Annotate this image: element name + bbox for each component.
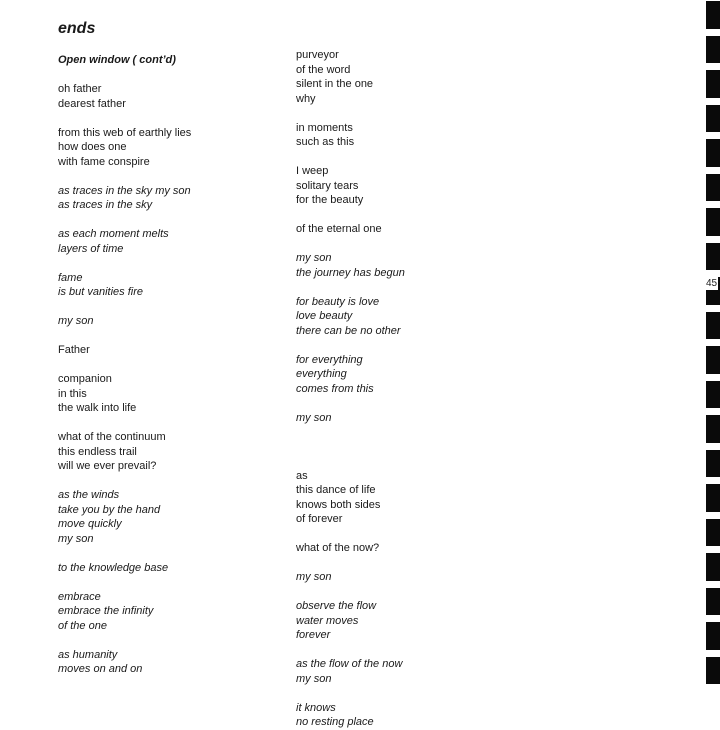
stanza-break [296,440,526,455]
stanza-break [296,106,526,121]
edge-tab [706,415,720,443]
poem-line: what of the continuum [58,431,166,443]
poem-column-left [58,53,288,677]
poem-line: why [296,92,316,105]
stanza-break [296,425,526,440]
stanza-break [58,474,288,489]
poem-line: take you by the hand [58,503,161,516]
edge-tab [706,553,720,581]
poem-line: move quickly [58,518,122,530]
edge-tab [706,588,720,616]
poem-line: I weep [296,165,329,177]
stanza-break [58,300,288,315]
poem-line: the journey has begun [296,266,405,279]
poem-line: embrace [58,590,101,603]
poem-line: moves on and on [58,663,143,675]
edge-tab [706,139,720,167]
stanza-break [296,643,526,658]
poem-line: as humanity [58,648,118,661]
poem-line: my son [296,571,332,583]
page-title: ends [58,20,96,37]
poem-line: will we ever prevail? [58,460,157,472]
edge-tab [706,174,720,202]
poem-line: no resting place [296,716,374,728]
poem-line: forever [296,629,331,641]
stanza-break [58,111,288,126]
poem-line: Father [58,344,90,356]
poem-line: as traces in the sky my son [58,184,191,197]
edge-tab [706,208,720,236]
poem-line: love beauty [296,310,353,322]
poem-line: my son [58,532,94,545]
stanza-break [296,454,526,469]
poem-line: silent in the one [296,78,374,90]
poem-line: how does one [58,141,127,153]
edge-tab [706,450,720,478]
stanza-break [58,169,288,184]
stanza-break [296,338,526,353]
poem-line: as [296,469,308,482]
poem-line: of forever [296,513,343,525]
section-heading: Open window ( cont’d) [58,54,176,66]
poem-line: with fame conspire [58,155,150,168]
poem-line: my son [296,252,332,264]
edge-tab [706,519,720,547]
poem-line: there can be no other [296,324,401,337]
poem-line: knows both sides [296,498,381,511]
poem-line: in moments [296,121,353,134]
poem-line: as traces in the sky [58,199,153,211]
poem-line: of the word [296,63,351,76]
poem-line: is but vanities fire [58,286,143,298]
edge-tab [706,622,720,650]
poem-line: this endless trail [58,445,137,458]
poem-line: to the knowledge base [58,561,169,574]
edge-tab [706,346,720,374]
stanza-break [296,280,526,295]
poem-line: water moves [296,614,359,627]
stanza-break [58,256,288,271]
poem-line: of the eternal one [296,223,382,235]
poem-line: in this [58,387,87,400]
poem-line: for everything [296,353,363,366]
stanza-break [58,416,288,431]
stanza-break [58,358,288,373]
poem-line: companion [58,373,112,385]
poem-line: observe the flow [296,600,377,612]
poem-line: for beauty is love [296,295,380,308]
edge-tab [706,105,720,133]
stanza-break [58,546,288,561]
poem-line: embrace the infinity [58,605,154,617]
poem-line: the walk into life [58,402,137,414]
stanza-break [58,633,288,648]
poem-line: my son [296,411,332,424]
stanza-break [58,68,288,83]
edge-tab [706,381,720,409]
stanza-break [58,213,288,228]
poem-line: layers of time [58,242,124,255]
poem-line: my son [58,315,94,327]
poem-line: it knows [296,701,336,714]
edge-tab [706,243,720,271]
page-edge-tabs [706,0,720,720]
poem-line: of the one [58,619,107,632]
edge-tab [706,312,720,340]
edge-tab [706,70,720,98]
poem-line: fame [58,271,83,284]
edge-tab [706,36,720,64]
stanza-break [296,686,526,701]
poem-line: this dance of life [296,484,376,496]
stanza-break [296,527,526,542]
poem-line: comes from this [296,382,374,395]
stanza-break [296,556,526,571]
poem-line: my son [296,672,332,685]
poem-line: what of the now? [296,542,380,554]
edge-tab [706,484,720,512]
poem-line: as the winds [58,489,120,501]
poem-line: oh father [58,83,102,95]
stanza-break [58,329,288,344]
stanza-break [296,237,526,252]
poem-line: solitary tears [296,179,359,192]
poem-line: dearest father [58,97,126,110]
stanza-break [296,150,526,165]
poem-line: for the beauty [296,194,364,206]
poem-line: everything [296,368,347,380]
poem-line: purveyor [296,49,339,61]
stanza-break [296,585,526,600]
page-number: 45 [706,278,718,289]
stanza-break [296,396,526,411]
stanza-break [296,208,526,223]
poem-line: such as this [296,136,355,148]
poem-column-right [296,48,526,730]
stanza-break [58,575,288,590]
poem-line: from this web of earthly lies [58,126,192,139]
poem-line: as each moment melts [58,228,169,240]
poem-line: as the flow of the now [296,658,403,670]
edge-tab [706,1,720,29]
edge-tab [706,657,720,685]
